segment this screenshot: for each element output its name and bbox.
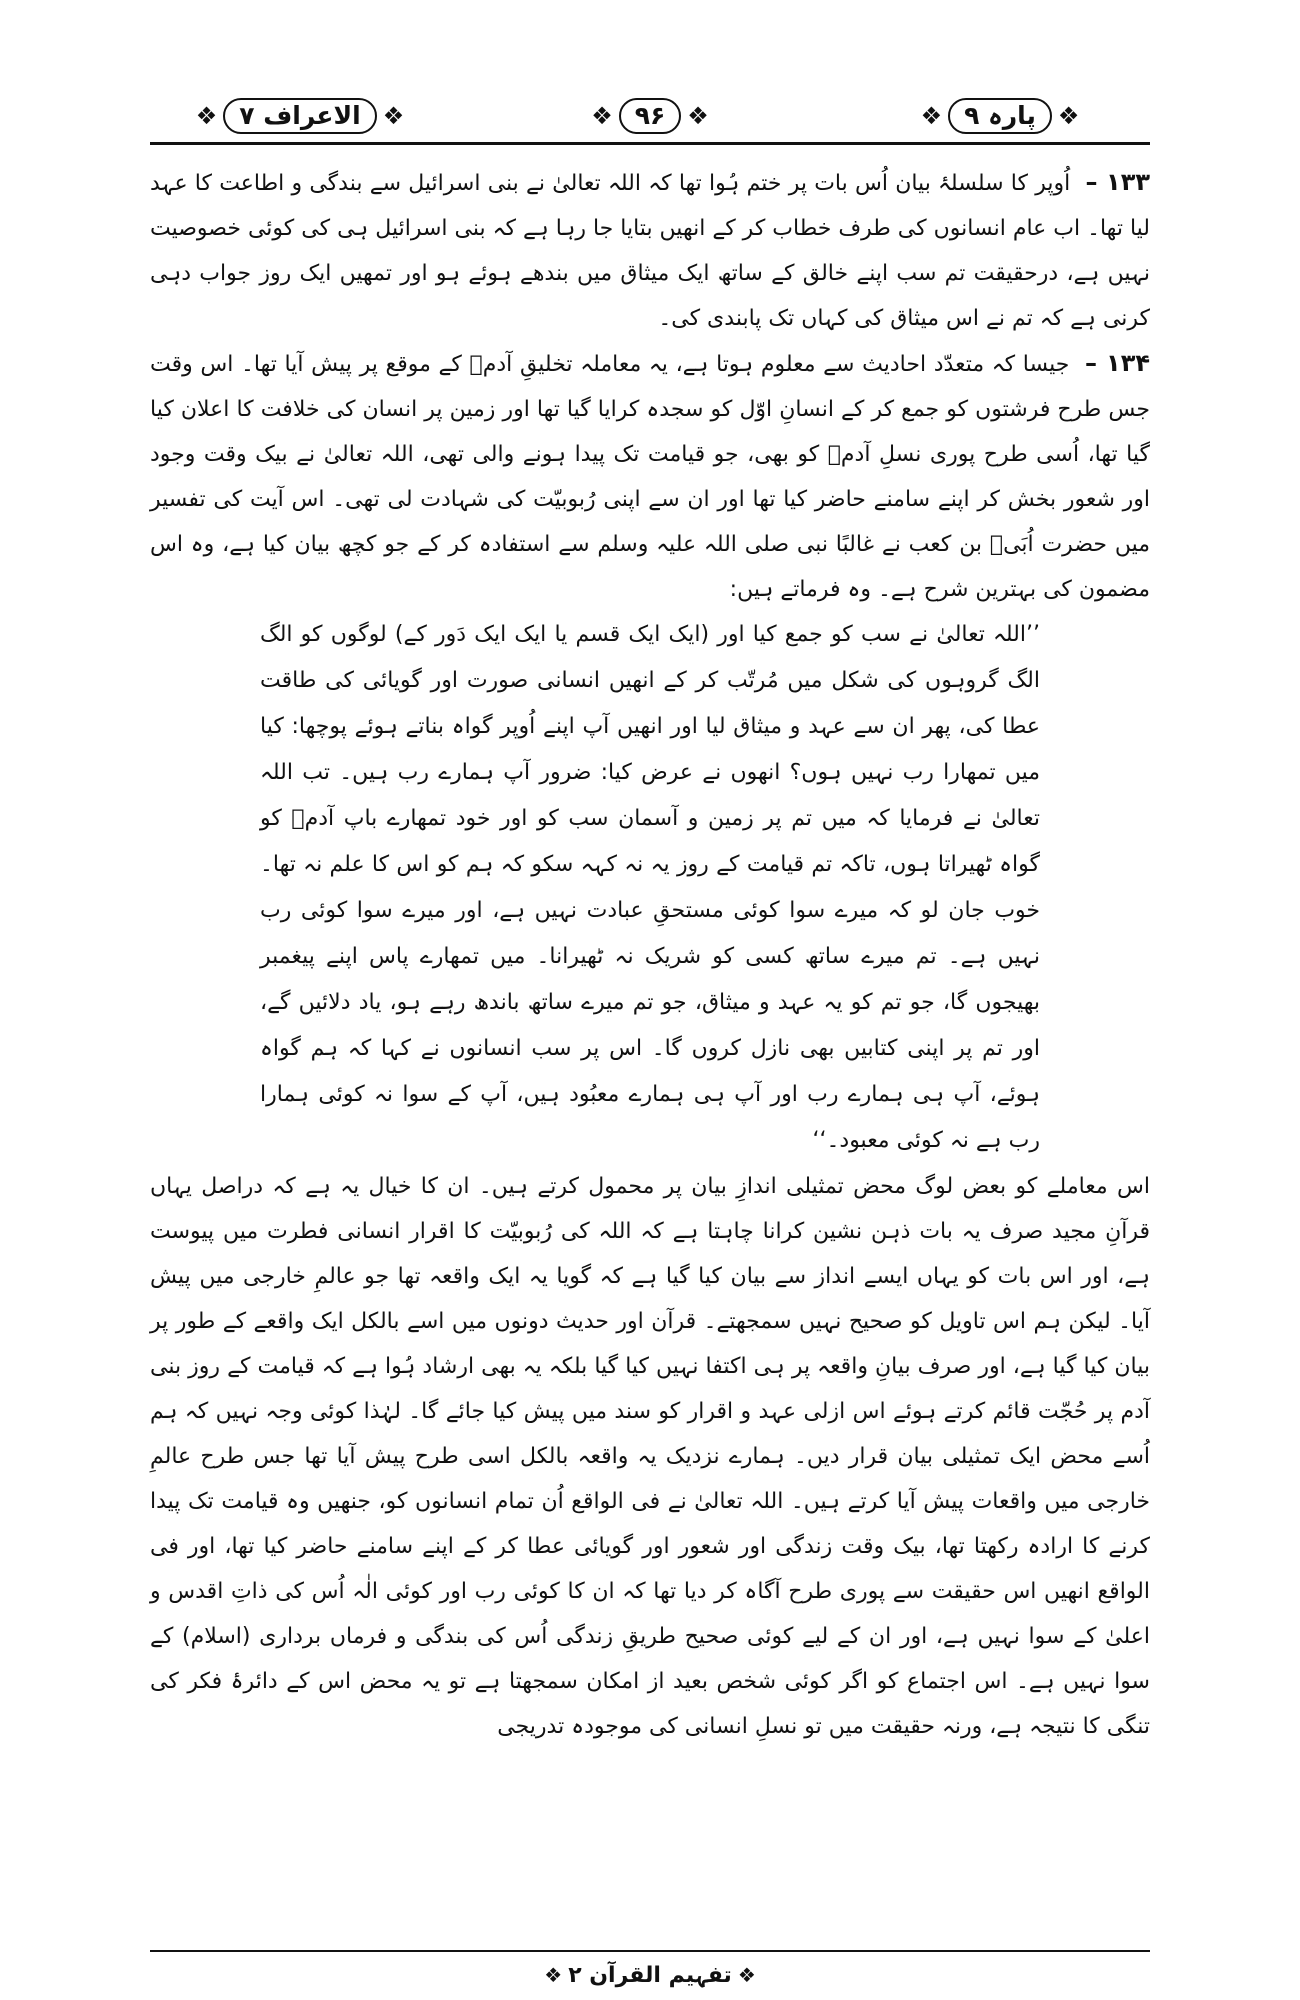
note-paragraph [150, 160, 1150, 341]
hadith-quote: ’’اللہ تعالیٰ نے سب کو جمع کیا اور (ایک ایک قسم یا ایک ایک دَور کے) لوگوں کو الگ الگ گروہوں کی شکل میں مُرتّب کر کے انھیں انسانی صورت اور گویائی کی طاقت عطا کی، پھر ان سے عہد و میثاق لیا اور انھیں آپ اپنے اُوپر گواہ بناتے ہوئے پوچھا: کیا میں تمھارا رب نہیں ہوں؟ انھوں نے عرض کیا: ضرور آپ ہمارے رب ہیں۔ تب اللہ تعالیٰ نے فرمایا کہ میں تم پر زمین و آسمان سب کو اور خود تمھارے باپ آدمؑ کو گواہ ٹھیراتا ہوں، تاکہ تم قیامت کے روز یہ نہ کہہ سکو کہ ہم کو اس کا علم نہ تھا۔ خوب جان لو کہ میرے سوا کوئی مستحقِ عبادت نہیں ہے، اور میرے سوا کوئی رب نہیں ہے۔ تم میرے ساتھ کسی کو شریک نہ ٹھیرانا۔ میں تمھارے پاس اپنے پیغمبر بھیجوں گا، جو تم کو یہ عہد و میثاق، جو تم میرے ساتھ باندھ رہے ہو، یاد دلائیں گے، اور تم پر اپنی کتابیں بھی نازل کروں گا۔ اس پر سب انسانوں نے کہا کہ ہم گواہ ہوئے، آپ ہی ہمارے رب اور آپ ہی ہمارے معبُود ہیں، آپ کے سوا نہ کوئی ہمارا رب ہے نہ کوئی معبود۔‘‘ [260, 622, 1040, 1153]
book-title: تفہیم القرآن ۲ [568, 1962, 732, 1988]
page-content [150, 160, 1150, 1749]
header-rule [150, 142, 1150, 145]
page-number-box [530, 96, 770, 136]
note-text: جیسا کہ متعدّد احادیث سے معلوم ہوتا ہے، یہ معاملہ تخلیقِ آدمؑ کے موقع پر پیش آیا تھا۔ اس وقت جس طرح فرشتوں کو جمع کر کے انسانِ اوّل کو سجدہ کرایا گیا تھا اور زمین پر انسان کی خلافت کا اعلان کیا گیا تھا، اُسی طرح پوری نسلِ آدمؑ کو بھی، جو قیامت تک پیدا ہونے والی تھی، اللہ تعالیٰ نے بیک وقت وجود اور شعور بخش کر اپنے سامنے حاضر کیا تھا اور ان سے اپنی رُبوبیّت کی شہادت لی تھی۔ اس آیت کی تفسیر میں حضرت اُبَیؓ بن کعب نے غالبًا نبی صلی اللہ علیہ وسلم سے استفادہ کر کے جو کچھ بیان کیا ہے، وہ اس مضمون کی بہترین شرح ہے۔ وہ فرماتے ہیں: [150, 352, 1150, 602]
ornament-icon: ❖ [544, 1963, 563, 1987]
ornament-icon: ❖ [687, 102, 709, 130]
ornament-icon: ❖ [195, 102, 218, 130]
closing-paragraph: اس معاملے کو بعض لوگ محض تمثیلی اندازِ بیان پر محمول کرتے ہیں۔ ان کا خیال یہ ہے کہ دراصل یہاں قرآنِ مجید صرف یہ بات ذہن نشین کرانا چاہتا ہے کہ اللہ کی رُبوبیّت کا اقرار انسانی فطرت میں پیوست ہے، اور اس بات کو یہاں ایسے انداز سے بیان کیا گیا ہے کہ گویا یہ ایک واقعہ تھا جو عالمِ خارجی میں پیش آیا۔ لیکن ہم اس تاویل کو صحیح نہیں سمجھتے۔ قرآن اور حدیث دونوں میں اسے بالکل ایک واقعے کے طور پر بیان کیا گیا ہے، اور صرف بیانِ واقعہ پر ہی اکتفا نہیں کیا گیا بلکہ یہ بھی ارشاد ہُوا ہے کہ قیامت کے روز بنی آدم پر حُجّت قائم کرتے ہوئے اس ازلی عہد و اقرار کو سند میں پیش کیا جائے گا۔ لہٰذا کوئی وجہ نہیں کہ ہم اُسے محض ایک تمثیلی بیان قرار دیں۔ ہمارے نزدیک یہ واقعہ بالکل اسی طرح پیش آیا تھا جس طرح عالمِ خارجی میں واقعات پیش آیا کرتے ہیں۔ اللہ تعالیٰ نے فی الواقع اُن تمام انسانوں کو، جنھیں وہ قیامت تک پیدا کرنے کا ارادہ رکھتا تھا، بیک وقت زندگی اور شعور اور گویائی عطا کر کے اپنے سامنے حاضر کیا تھا، اور فی الواقع انھیں اس حقیقت سے پوری طرح آگاہ کر دیا تھا کہ ان کا کوئی رب اور کوئی الٰہ اُس کی ذاتِ اقدس و اعلیٰ کے سوا نہیں ہے، اور ان کے لیے کوئی صحیح طریقِ زندگی اُس کی بندگی و فرماں برداری (اسلام) کے سوا نہیں ہے۔ اس اجتماع کو اگر کوئی شخص بعید از امکان سمجھتا ہے تو یہ محض اس کے دائرۂ فکر کی تنگی کا نتیجہ ہے، ورنہ حقیقت میں تو نسلِ انسانی کی موجودہ تدریجی [150, 1174, 1151, 1739]
page-number: ۹۶ [619, 98, 682, 134]
ornament-icon: ❖ [1057, 102, 1080, 130]
note-paragraph [150, 341, 1150, 612]
page-header [150, 90, 1150, 150]
note-text: اُوپر کا سلسلۂ بیان اُس بات پر ختم ہُوا تھا کہ اللہ تعالیٰ نے بنی اسرائیل سے بندگی و اطاعت کا عہد لیا تھا۔ اب عام انسانوں کی طرف خطاب کر کے انھیں بتایا جا رہا ہے کہ بنی اسرائیل ہی کی کوئی خصوصیت نہیں ہے، درحقیقت تم سب اپنے خالق کے ساتھ ایک میثاق میں بندھے ہوئے ہو اور تمھیں ایک روز جواب دہی کرنی ہے کہ تم نے اس میثاق کی کہاں تک پابندی کی۔ [150, 171, 1150, 331]
page-footer [150, 1950, 1150, 1995]
ornament-icon: ❖ [920, 102, 943, 130]
book-title-box [530, 1958, 770, 1992]
footer-rule [150, 1950, 1150, 1952]
note-number: ۱۳۳ – [1085, 168, 1150, 196]
para-label-box [850, 96, 1150, 136]
ornament-icon: ❖ [591, 102, 613, 130]
note-number: ۱۳۴ – [1085, 349, 1150, 377]
ornament-icon: ❖ [382, 102, 405, 130]
surah-label: الاعراف ۷ [223, 98, 376, 134]
para-label: پارہ ۹ [948, 98, 1052, 134]
ornament-icon: ❖ [737, 1963, 756, 1987]
surah-label-box [150, 96, 450, 136]
